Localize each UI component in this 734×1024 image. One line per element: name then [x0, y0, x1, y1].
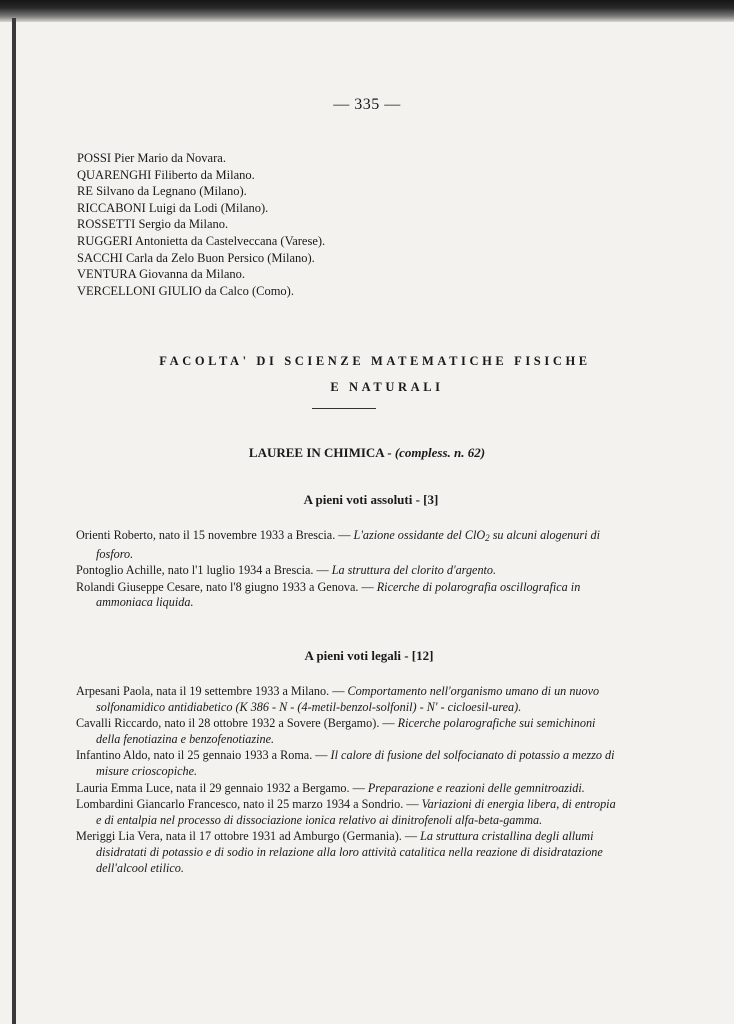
list-item: [76, 797, 622, 828]
list-item: VENTURA Giovanna da Milano.: [77, 267, 246, 282]
legali-heading: A pieni voti legali - [12]: [304, 648, 434, 663]
list-item: ROSSETTI Sergio da Milano.: [77, 217, 229, 232]
page-number: — 335 —: [333, 96, 401, 113]
list-item: [76, 716, 622, 747]
assoluti-entries: [76, 528, 622, 612]
entry-person: Pontoglio Achille, nato l'1 luglio 1934 a Brescia. —: [76, 563, 332, 578]
list-item: [76, 829, 622, 876]
scan-edge-top: [0, 0, 734, 22]
entry-thesis: Il calore di fusione del solfocianato di potassio a mezzo di misure crioscopiche.: [96, 748, 615, 778]
entry-person: Rolandi Giuseppe Cesare, nato l'8 giugno 1933 a Genova. —: [76, 579, 377, 594]
entry-thesis: Ricerche di polarografia oscillografica in ammoniaca liquida.: [96, 579, 581, 610]
list-item: [76, 748, 622, 779]
entry-person: Cavalli Riccardo, nato il 28 ottobre 1932 a Sovere (Bergamo). —: [76, 716, 398, 731]
section-divider: [312, 408, 376, 409]
list-item: [76, 580, 622, 611]
list-item: [76, 528, 622, 562]
legali-entries: [76, 684, 622, 877]
list-item: RUGGERI Antonietta da Castelveccana (Varese).: [77, 233, 326, 248]
list-item: RICCABONI Luigi da Lodi (Milano).: [77, 200, 269, 215]
list-item: SACCHI Carla da Zelo Buon Persico (Milano).: [77, 250, 315, 265]
entry-person: Arpesani Paola, nata il 19 settembre 1933 a Milano. —: [76, 684, 348, 698]
list-item: QUARENGHI Filiberto da Milano.: [77, 167, 255, 182]
list-item: [76, 781, 622, 797]
list-item: POSSI Pier Mario da Novara.: [77, 151, 226, 165]
list-item: VERCELLONI GIULIO da Calco (Como).: [77, 283, 294, 298]
entry-person: Infantino Aldo, nato il 25 gennaio 1933 a Roma. —: [76, 748, 331, 763]
entry-thesis: L'azione ossidante del ClO$_2$ su alcuni alogenuri di fosforo.: [96, 528, 601, 561]
list-item: [76, 563, 622, 579]
list-item: [76, 684, 622, 715]
assoluti-heading: A pieni voti assoluti - [3]: [303, 492, 439, 507]
scan-edge-left: [12, 18, 16, 1024]
entry-person: Lombardini Giancarlo Francesco, nato il 25 marzo 1934 a Sondrio. —: [76, 797, 422, 812]
entry-thesis: La struttura del clorito d'argento.: [331, 563, 497, 578]
list-item: RE Silvano da Legnano (Milano).: [77, 184, 247, 199]
entry-person: Meriggi Lia Vera, nata il 17 ottobre 1931 ad Amburgo (Germania). —: [76, 829, 421, 844]
faculty-title-line1: FACOLTA' DI SCIENZE MATEMATICHE FISICHE: [159, 354, 591, 368]
graduate-name-list: [77, 150, 325, 299]
lauree-count: (compless. n. 62): [394, 445, 486, 460]
entry-thesis: Comportamento nell'organismo umano di un nuovo solfonamidico antidiabetico (K 386 - N - (4-metil-benzol-solfonil) - N' - cicloesil-urea).: [96, 684, 600, 714]
lauree-heading: [0, 445, 734, 461]
entry-person: Orienti Roberto, nato il 15 novembre 1933 a Brescia. —: [76, 528, 354, 542]
lauree-label: LAUREE IN CHIMICA -: [248, 445, 395, 460]
entry-thesis: Variazioni di energia libera, di entropia e di entalpia nel processo di dissociazione ionica relativo ai dinitrofenoli alfa-beta-gamma.: [96, 797, 616, 827]
entry-thesis: La struttura cristallina degli allumi disidratati di potassio e di sodio in relazione alla loro attività catalitica nella reazione di disidratazione dell'alcool etilico.: [96, 829, 603, 875]
entry-thesis: Ricerche polarografiche sui semichinoni della fenotiazina e benzofenotiazine.: [96, 716, 596, 746]
entry-thesis: Preparazione e reazioni delle gemnitroazidi.: [367, 780, 585, 795]
entry-person: Lauria Emma Luce, nata il 29 gennaio 1932 a Bergamo. —: [76, 780, 368, 795]
faculty-title-line2: E NATURALI: [330, 380, 444, 394]
